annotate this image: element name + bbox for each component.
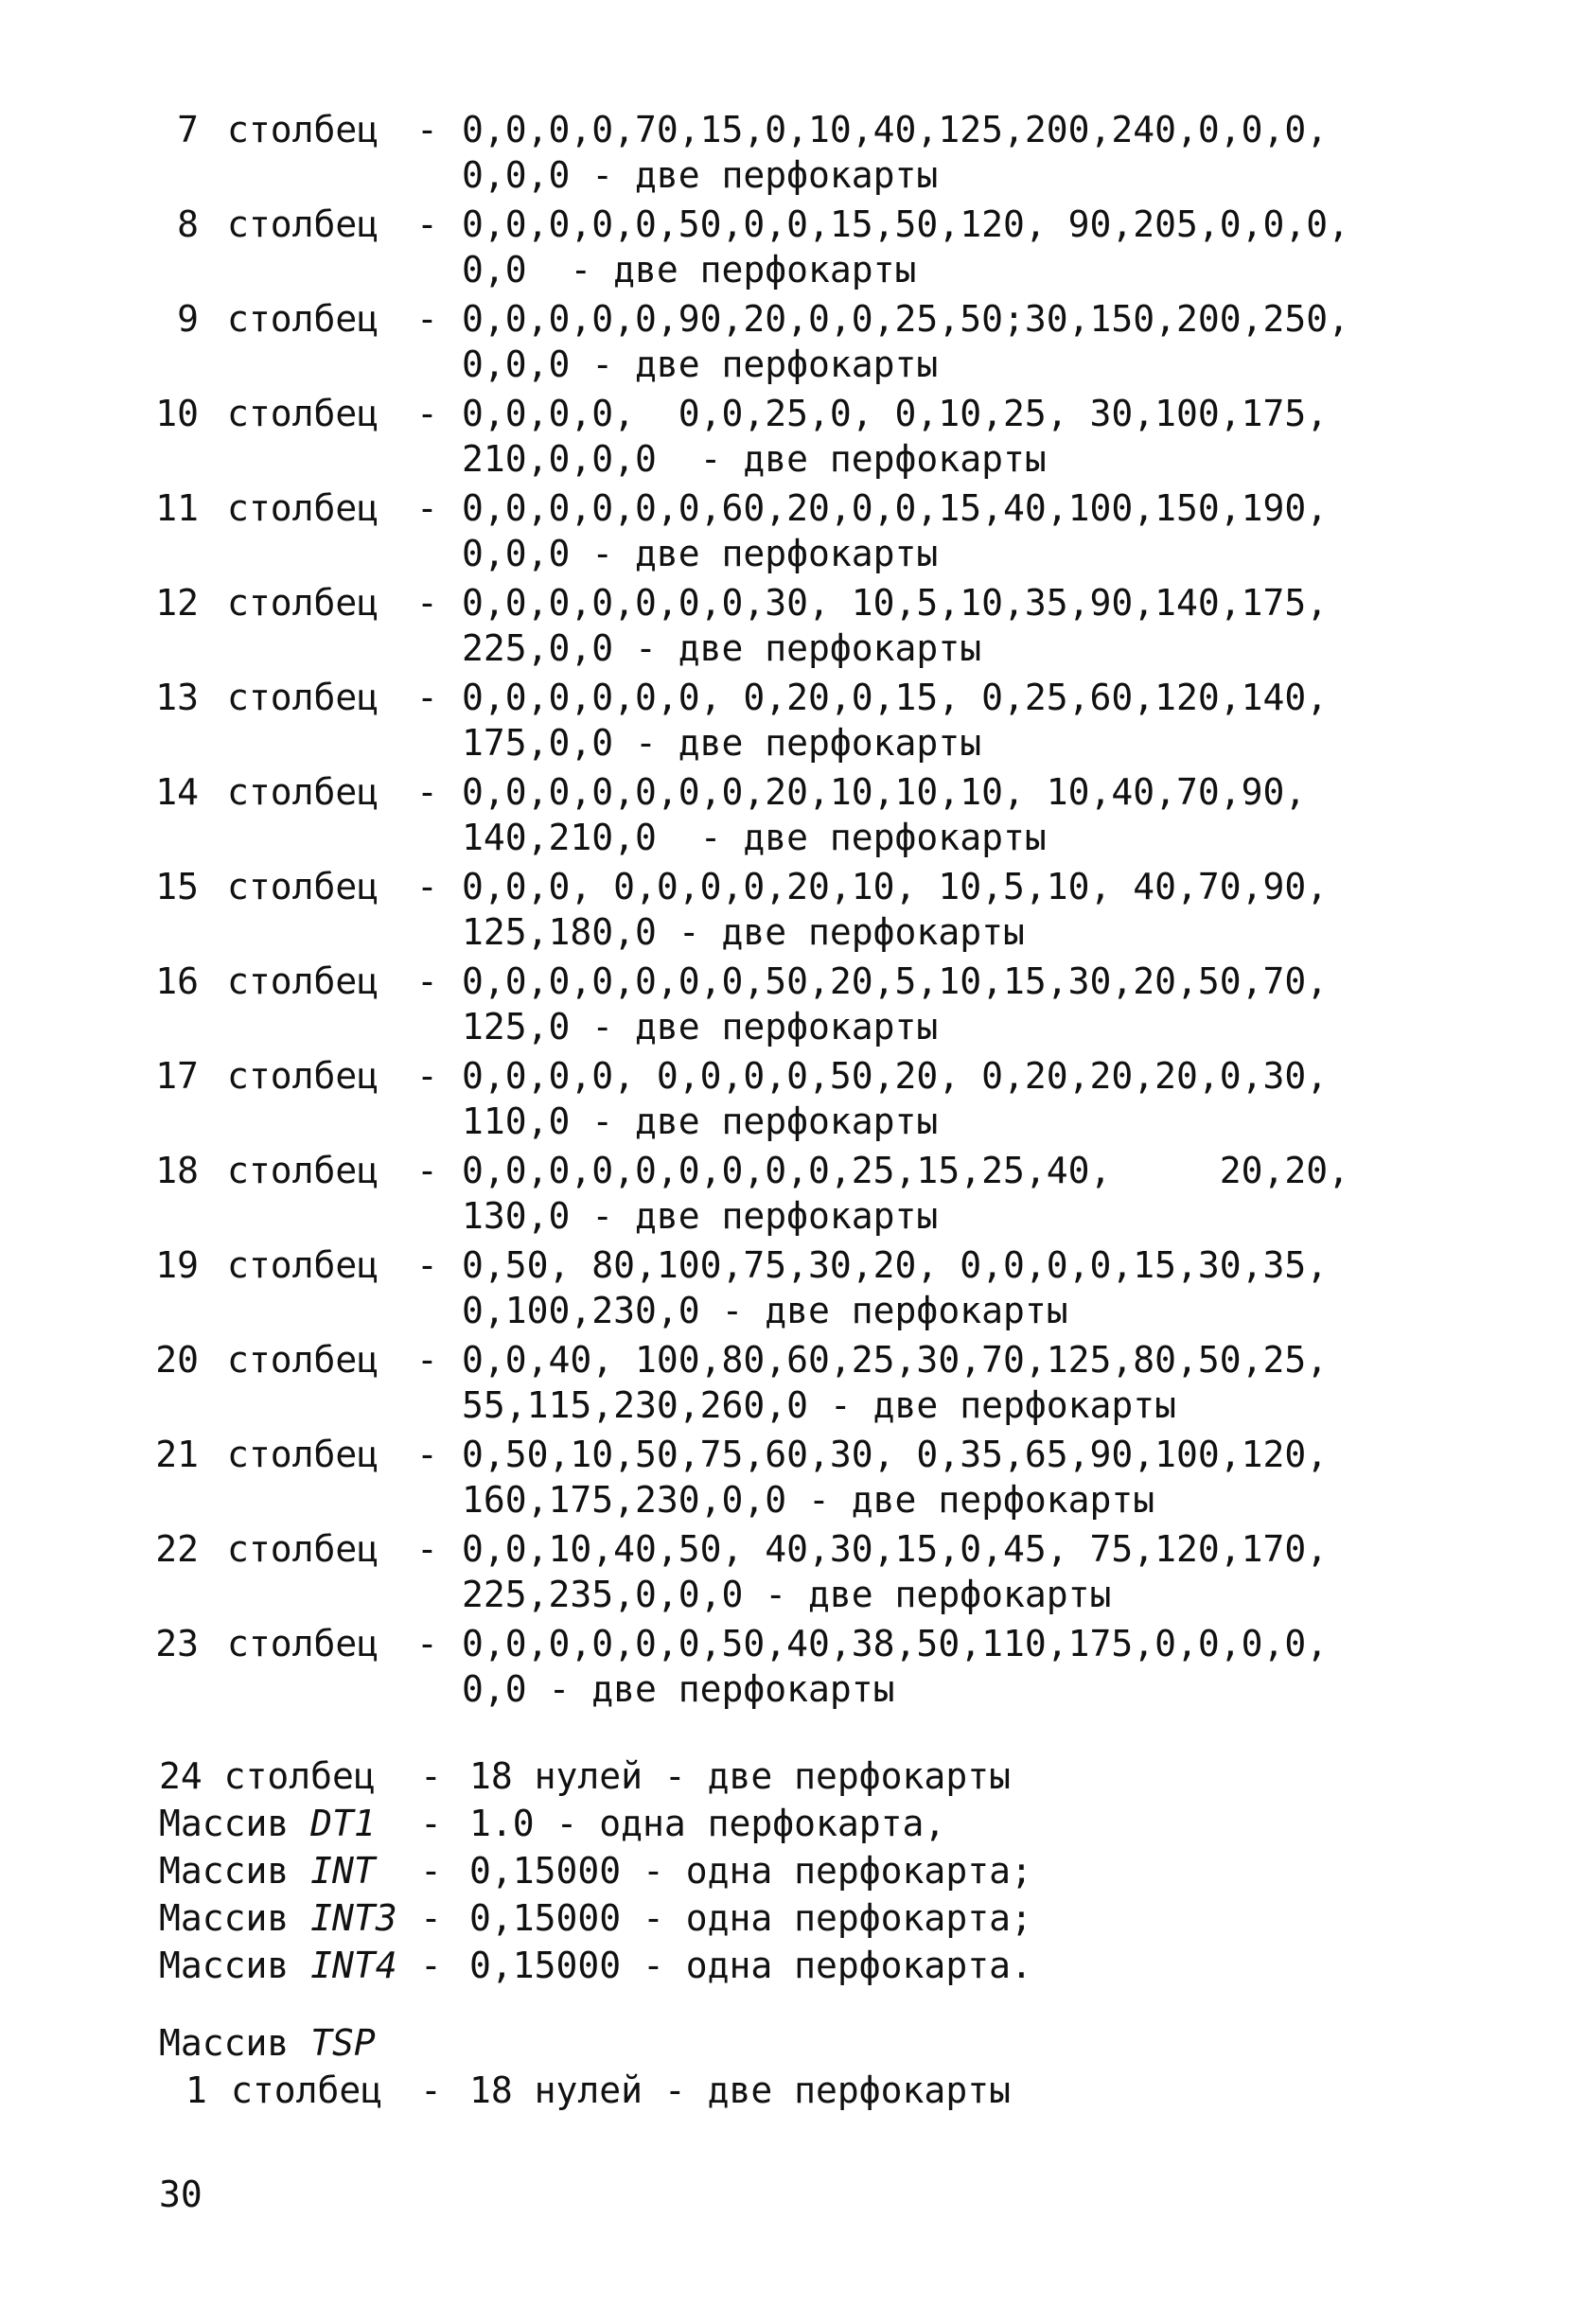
column-label: столбец xyxy=(227,1244,379,1286)
column-values-line2: 55,115,230,260,0 - две перфокарты xyxy=(462,1384,1176,1426)
column-number: 10 xyxy=(155,393,199,434)
column-number: 19 xyxy=(155,1244,199,1286)
column-dash: - xyxy=(416,298,438,340)
column-values-line2: 125,0 - две перфокарты xyxy=(462,1006,939,1048)
column-dash: - xyxy=(416,677,438,718)
column-label: столбец xyxy=(227,393,379,434)
column-values-line2: 225,235,0,0,0 - две перфокарты xyxy=(462,1574,1112,1615)
column-values-line1: 0,0,0,0,0,0,0,20,10,10,10, 10,40,70,90, xyxy=(462,771,1307,813)
tsp-row-value: 18 нулей - две перфокарты xyxy=(469,2069,1011,2111)
column-label: столбец xyxy=(227,298,379,340)
tsp-row-label: столбец xyxy=(231,2069,383,2111)
column-number: 18 xyxy=(155,1150,199,1191)
column-values-line1: 0,0,0,0,0,90,20,0,0,25,50;30,150,200,250, xyxy=(462,298,1349,340)
array-entry-int4 xyxy=(159,1945,397,1986)
column-number: 22 xyxy=(155,1528,199,1570)
array-prefix: Массив xyxy=(159,1897,311,1939)
column-dash: - xyxy=(416,1339,438,1381)
column-values-line2: 0,100,230,0 - две перфокарты xyxy=(462,1290,1068,1331)
column-values-line2: 0,0 - две перфокарты xyxy=(462,249,917,290)
column-label: столбец xyxy=(227,960,379,1002)
column-dash: - xyxy=(416,109,438,150)
column-number: 15 xyxy=(155,866,199,907)
column-values-line2: 110,0 - две перфокарты xyxy=(462,1100,939,1142)
column-values-line1: 0,50,10,50,75,60,30, 0,35,65,90,100,120, xyxy=(462,1434,1329,1475)
column-values-line1: 0,0,0,0,0,0,50,40,38,50,110,175,0,0,0,0, xyxy=(462,1623,1329,1664)
column-dash: - xyxy=(416,393,438,434)
column-dash: - xyxy=(416,960,438,1002)
column-number: 11 xyxy=(155,487,199,529)
column-number: 12 xyxy=(155,582,199,624)
column-values-line1: 0,0,0,0,0,0, 0,20,0,15, 0,25,60,120,140, xyxy=(462,677,1329,718)
array-prefix: Массив xyxy=(159,1850,311,1892)
column-label: столбец xyxy=(227,1528,379,1570)
array-entry-tsp xyxy=(159,2022,376,2064)
column-label: столбец xyxy=(227,771,379,813)
column-values-line1: 0,0,0,0,0,0,0,0,0,25,15,25,40, 20,20, xyxy=(462,1150,1349,1191)
array-name: DT1 xyxy=(310,1803,376,1844)
array-dash: - xyxy=(420,1897,442,1939)
column-values-line1: 0,0,0,0, 0,0,25,0, 0,10,25, 30,100,175, xyxy=(462,393,1329,434)
column-dash: - xyxy=(416,582,438,624)
array-dash: - xyxy=(420,1803,442,1844)
column-number: 8 xyxy=(177,203,199,245)
array-value: 0,15000 - одна перфокарта; xyxy=(469,1850,1032,1892)
column-values-line1: 0,0,0, 0,0,0,0,20,10, 10,5,10, 40,70,90, xyxy=(462,866,1329,907)
column-24-dash: - xyxy=(420,1755,442,1797)
column-values-line1: 0,0,0,0,0,50,0,0,15,50,120, 90,205,0,0,0, xyxy=(462,203,1349,245)
array-dash: - xyxy=(420,1945,442,1986)
column-values-line2: 0,0,0 - две перфокарты xyxy=(462,533,939,574)
column-label: столбец xyxy=(227,582,379,624)
tsp-row-number: 1 xyxy=(185,2069,207,2111)
column-values-line2: 225,0,0 - две перфокарты xyxy=(462,627,982,669)
column-values-line1: 0,0,0,0,0,0,0,50,20,5,10,15,30,20,50,70, xyxy=(462,960,1329,1002)
column-values-line1: 0,0,0,0, 0,0,0,0,50,20, 0,20,20,20,0,30, xyxy=(462,1055,1329,1097)
column-label: столбец xyxy=(227,1339,379,1381)
column-values-line2: 125,180,0 - две перфокарты xyxy=(462,911,1025,953)
column-label: столбец xyxy=(227,1434,379,1475)
array-name: TSP xyxy=(310,2022,376,2064)
page-number: 30 xyxy=(159,2174,203,2215)
column-values-line1: 0,0,0,0,0,0,60,20,0,0,15,40,100,150,190, xyxy=(462,487,1329,529)
column-label: столбец xyxy=(227,677,379,718)
array-prefix: Массив xyxy=(159,1945,311,1986)
tsp-row-dash: - xyxy=(420,2069,442,2111)
column-label: столбец xyxy=(227,109,379,150)
column-values-line2: 0,0,0 - две перфокарты xyxy=(462,343,939,385)
column-24-values: 18 нулей - две перфокарты xyxy=(469,1755,1011,1797)
array-prefix: Массив xyxy=(159,2022,311,2064)
array-name: INT3 xyxy=(310,1897,397,1939)
column-number: 9 xyxy=(177,298,199,340)
column-values-line1: 0,0,0,0,0,0,0,30, 10,5,10,35,90,140,175, xyxy=(462,582,1329,624)
column-dash: - xyxy=(416,1055,438,1097)
column-label: столбец xyxy=(227,487,379,529)
array-name: INT4 xyxy=(310,1945,397,1986)
column-dash: - xyxy=(416,487,438,529)
column-number: 7 xyxy=(177,109,199,150)
column-label: столбец xyxy=(227,1623,379,1664)
array-value: 0,15000 - одна перфокарта; xyxy=(469,1897,1032,1939)
column-dash: - xyxy=(416,1150,438,1191)
column-label: столбец xyxy=(227,866,379,907)
column-values-line1: 0,0,0,0,70,15,0,10,40,125,200,240,0,0,0, xyxy=(462,109,1329,150)
column-values-line1: 0,0,40, 100,80,60,25,30,70,125,80,50,25, xyxy=(462,1339,1329,1381)
column-number: 13 xyxy=(155,677,199,718)
column-24-label: 24 столбец xyxy=(159,1755,376,1797)
column-values-line2: 130,0 - две перфокарты xyxy=(462,1195,939,1237)
column-values-line1: 0,0,10,40,50, 40,30,15,0,45, 75,120,170, xyxy=(462,1528,1329,1570)
column-values-line2: 0,0 - две перфокарты xyxy=(462,1668,895,1710)
column-dash: - xyxy=(416,1528,438,1570)
array-name: INT xyxy=(310,1850,376,1892)
column-dash: - xyxy=(416,1623,438,1664)
column-values-line2: 175,0,0 - две перфокарты xyxy=(462,722,982,764)
column-values-line2: 0,0,0 - две перфокарты xyxy=(462,154,939,196)
column-label: столбец xyxy=(227,203,379,245)
column-label: столбец xyxy=(227,1055,379,1097)
array-entry-int3 xyxy=(159,1897,397,1939)
column-values-line2: 210,0,0,0 - две перфокарты xyxy=(462,438,1047,480)
column-number: 17 xyxy=(155,1055,199,1097)
array-dash: - xyxy=(420,1850,442,1892)
array-entry-dt1 xyxy=(159,1803,376,1844)
column-values-line2: 140,210,0 - две перфокарты xyxy=(462,817,1047,858)
array-entry-int xyxy=(159,1850,376,1892)
column-number: 20 xyxy=(155,1339,199,1381)
column-dash: - xyxy=(416,771,438,813)
column-dash: - xyxy=(416,866,438,907)
column-number: 21 xyxy=(155,1434,199,1475)
column-number: 16 xyxy=(155,960,199,1002)
column-number: 14 xyxy=(155,771,199,813)
column-dash: - xyxy=(416,1434,438,1475)
array-value: 0,15000 - одна перфокарта. xyxy=(469,1945,1032,1986)
column-label: столбец xyxy=(227,1150,379,1191)
column-number: 23 xyxy=(155,1623,199,1664)
column-dash: - xyxy=(416,203,438,245)
array-value: 1.0 - одна перфокарта, xyxy=(469,1803,946,1844)
column-values-line1: 0,50, 80,100,75,30,20, 0,0,0,0,15,30,35, xyxy=(462,1244,1329,1286)
array-prefix: Массив xyxy=(159,1803,311,1844)
column-dash: - xyxy=(416,1244,438,1286)
column-values-line2: 160,175,230,0,0 - две перфокарты xyxy=(462,1479,1155,1521)
